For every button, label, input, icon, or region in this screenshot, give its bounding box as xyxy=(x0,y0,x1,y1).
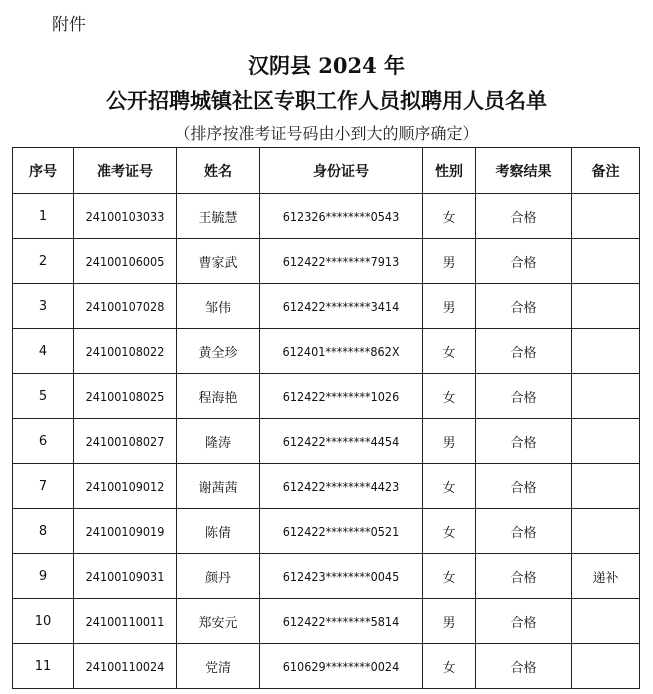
cell-exam-number: 24100108022 xyxy=(74,329,177,374)
cell-index: 8 xyxy=(13,509,74,554)
cell-gender: 男 xyxy=(423,239,476,284)
cell-index: 6 xyxy=(13,419,74,464)
cell-result: 合格 xyxy=(476,464,572,509)
table-row xyxy=(13,284,640,329)
cell-result: 合格 xyxy=(476,329,572,374)
cell-name: 黄全珍 xyxy=(177,329,260,374)
cell-name: 颜丹 xyxy=(177,554,260,599)
cell-remarks xyxy=(572,464,640,509)
cell-remarks xyxy=(572,374,640,419)
cell-remarks xyxy=(572,509,640,554)
cell-name: 隆涛 xyxy=(177,419,260,464)
cell-id-number: 612422********4454 xyxy=(260,419,423,464)
header-remarks: 备注 xyxy=(572,148,640,194)
cell-id-number: 612326********0543 xyxy=(260,194,423,239)
cell-index: 3 xyxy=(13,284,74,329)
cell-index: 10 xyxy=(13,599,74,644)
cell-result: 合格 xyxy=(476,419,572,464)
cell-gender: 女 xyxy=(423,554,476,599)
cell-remarks xyxy=(572,239,640,284)
cell-name: 程海艳 xyxy=(177,374,260,419)
table-row xyxy=(13,194,640,239)
cell-exam-number: 24100109012 xyxy=(74,464,177,509)
cell-exam-number: 24100108027 xyxy=(74,419,177,464)
cell-result: 合格 xyxy=(476,239,572,284)
cell-result: 合格 xyxy=(476,284,572,329)
cell-result: 合格 xyxy=(476,194,572,239)
table-row xyxy=(13,509,640,554)
cell-gender: 女 xyxy=(423,194,476,239)
cell-id-number: 612422********1026 xyxy=(260,374,423,419)
attachment-label: 附件 xyxy=(52,15,86,35)
cell-gender: 女 xyxy=(423,374,476,419)
cell-exam-number: 24100107028 xyxy=(74,284,177,329)
cell-index: 5 xyxy=(13,374,74,419)
cell-result: 合格 xyxy=(476,644,572,689)
cell-result: 合格 xyxy=(476,599,572,644)
cell-index: 9 xyxy=(13,554,74,599)
cell-exam-number: 24100109019 xyxy=(74,509,177,554)
cell-name: 王毓慧 xyxy=(177,194,260,239)
cell-result: 合格 xyxy=(476,554,572,599)
cell-result: 合格 xyxy=(476,509,572,554)
document-title-line1: 汉阴县 2024 年 xyxy=(247,53,406,78)
header-index: 序号 xyxy=(13,148,74,194)
cell-id-number: 612422********7913 xyxy=(260,239,423,284)
cell-name: 邹伟 xyxy=(177,284,260,329)
cell-index: 11 xyxy=(13,644,74,689)
cell-id-number: 612401********862X xyxy=(260,329,423,374)
cell-name: 曹家武 xyxy=(177,239,260,284)
cell-name: 郑安元 xyxy=(177,599,260,644)
cell-id-number: 610629********0024 xyxy=(260,644,423,689)
cell-remarks xyxy=(572,329,640,374)
candidate-table xyxy=(12,147,640,689)
cell-result: 合格 xyxy=(476,374,572,419)
cell-gender: 女 xyxy=(423,464,476,509)
header-name: 姓名 xyxy=(177,148,260,194)
header-exam-number: 准考证号 xyxy=(74,148,177,194)
cell-exam-number: 24100106005 xyxy=(74,239,177,284)
cell-gender: 女 xyxy=(423,644,476,689)
document-subtitle: （排序按准考证号码由小到大的顺序确定） xyxy=(174,124,479,143)
cell-exam-number: 24100110011 xyxy=(74,599,177,644)
cell-exam-number: 24100103033 xyxy=(74,194,177,239)
cell-id-number: 612422********5814 xyxy=(260,599,423,644)
table-row xyxy=(13,374,640,419)
table-row xyxy=(13,554,640,599)
cell-name: 谢茜茜 xyxy=(177,464,260,509)
cell-remarks xyxy=(572,644,640,689)
cell-index: 4 xyxy=(13,329,74,374)
header-result: 考察结果 xyxy=(476,148,572,194)
cell-exam-number: 24100108025 xyxy=(74,374,177,419)
cell-id-number: 612423********0045 xyxy=(260,554,423,599)
cell-gender: 男 xyxy=(423,419,476,464)
cell-id-number: 612422********0521 xyxy=(260,509,423,554)
cell-gender: 女 xyxy=(423,329,476,374)
table-row xyxy=(13,464,640,509)
cell-id-number: 612422********4423 xyxy=(260,464,423,509)
cell-remarks xyxy=(572,284,640,329)
cell-name: 陈倩 xyxy=(177,509,260,554)
table-header-row xyxy=(13,148,640,194)
table-row xyxy=(13,419,640,464)
cell-exam-number: 24100109031 xyxy=(74,554,177,599)
table-row xyxy=(13,644,640,689)
table-row xyxy=(13,239,640,284)
table-row xyxy=(13,599,640,644)
document-title-line2: 公开招聘城镇社区专职工作人员拟聘用人员名单 xyxy=(106,88,547,113)
cell-remarks xyxy=(572,599,640,644)
cell-id-number: 612422********3414 xyxy=(260,284,423,329)
cell-remarks: 递补 xyxy=(572,554,640,599)
table-row xyxy=(13,329,640,374)
cell-gender: 女 xyxy=(423,509,476,554)
cell-index: 1 xyxy=(13,194,74,239)
header-gender: 性别 xyxy=(423,148,476,194)
cell-name: 党清 xyxy=(177,644,260,689)
cell-index: 7 xyxy=(13,464,74,509)
cell-gender: 男 xyxy=(423,599,476,644)
header-id-number: 身份证号 xyxy=(260,148,423,194)
cell-gender: 男 xyxy=(423,284,476,329)
cell-index: 2 xyxy=(13,239,74,284)
cell-remarks xyxy=(572,194,640,239)
cell-exam-number: 24100110024 xyxy=(74,644,177,689)
cell-remarks xyxy=(572,419,640,464)
